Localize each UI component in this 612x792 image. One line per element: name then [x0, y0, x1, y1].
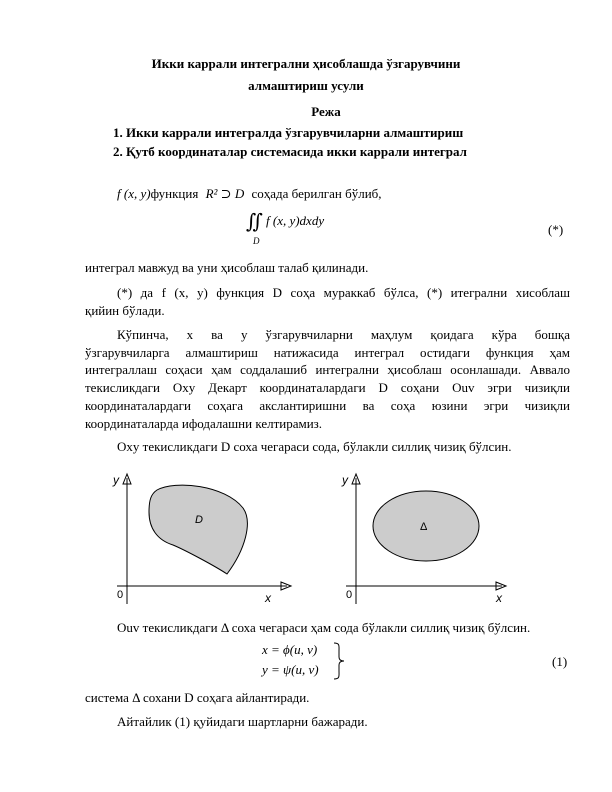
intro-word-function: функция: [150, 186, 199, 201]
para3-line2: ўзгарувчиларга алмаштириш натижасида интеграл остидаги функция ҳам: [85, 345, 570, 360]
integral-sign: ∬: [246, 211, 264, 233]
right-y-label: y: [342, 473, 348, 487]
right-x-label: x: [496, 591, 502, 605]
plan-item-2: 2. Қутб координаталар системасида икки каррали интеграл: [113, 144, 467, 159]
intro-line: [117, 186, 382, 202]
intro-set-expr: R² ⊃ D: [205, 186, 245, 201]
equation-tag-1: (1): [552, 654, 568, 669]
para3-line6: координаталарда ифодалашни келтирамиз.: [85, 416, 323, 431]
plan-heading: Режа: [311, 104, 341, 119]
left-region-label: D: [195, 514, 203, 526]
right-origin-label: 0: [346, 589, 353, 601]
para7: Айтайлик (1) қуйидаги шартларни бажаради.: [117, 714, 368, 729]
para5: Ouv текисликдаги Δ соха чегараси ҳам сода бўлакли силлиқ чизиқ бўлсин.: [117, 620, 531, 635]
para3-line4: текисликдаги Oxy Декарт координаталардаги D соҳани Ouv эгри чизиқли: [85, 380, 570, 395]
para3-line1: Кўпинча, x ва y ўзгарувчиларни маҳлум қоидага кўра бошқа: [117, 327, 570, 342]
left-origin-label: 0: [117, 589, 124, 601]
para2-line2: қийин бўлади.: [85, 303, 165, 318]
right-region-label: Δ: [420, 521, 428, 533]
integrand: f (x, y)dxdy: [266, 213, 325, 228]
para4: Oxy текисликдаги D соха чегараси сода, бўлакли силлиқ чизиқ бўлсин.: [117, 439, 512, 454]
intro-after: интеграл мавжуд ва уни ҳисоблаш талаб қилинади.: [85, 260, 369, 275]
system-eq2: y = ψ(u, v): [262, 662, 319, 677]
system-eq1: x = ϕ(u, v): [262, 642, 318, 657]
para2-line1: (*) да f (x, y) функция D соҳа мураккаб бўлса, (*) итегрални хисоблаш: [117, 285, 570, 300]
figure-right: [336, 470, 511, 610]
para3-line5: координаталардаги соҳага акслантиришни ва соҳа юзини эгри чизиқли: [85, 398, 570, 413]
region-d-shape: [149, 485, 247, 574]
system-brace-icon: [332, 642, 346, 680]
intro-func: f (x, y): [117, 186, 151, 201]
document-title-line2: алмаштириш усули: [248, 78, 364, 93]
para3-line3: интеграллаш соҳаси ҳам соддалашиб интегрални ҳисоблаш осонлашади. Аввало: [85, 362, 570, 377]
document-title-line1: Икки каррали интегрални ҳисоблашда ўзгарувчини: [151, 56, 461, 71]
left-y-label: y: [113, 473, 119, 487]
left-x-label: x: [265, 591, 271, 605]
figure-left: [105, 470, 295, 610]
para6: система Δ сохани D соҳага айлантиради.: [85, 690, 310, 705]
integral-domain: D: [253, 236, 260, 246]
plan-item-1: 1. Икки каррали интегралда ўзгарувчиларни алмаштириш: [113, 125, 464, 140]
equation-tag-star: (*): [548, 222, 564, 237]
intro-rest: соҳада берилган бўлиб,: [251, 186, 382, 201]
